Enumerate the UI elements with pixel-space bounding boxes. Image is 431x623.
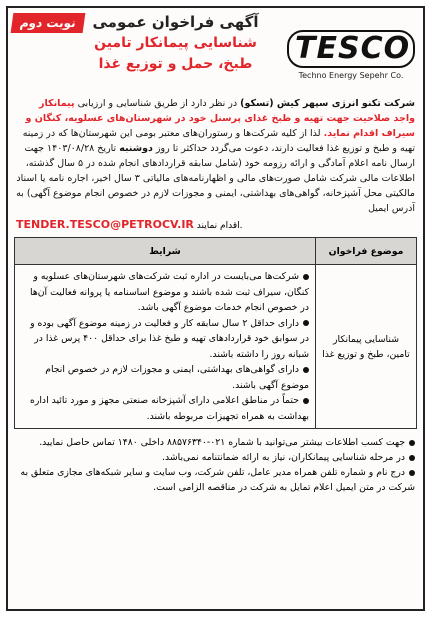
bullet-icon xyxy=(303,274,309,280)
deadline-day: دوشنبه xyxy=(119,143,153,154)
logo-subtitle: Techno Energy Sepehr Co. xyxy=(298,71,404,80)
header xyxy=(8,8,423,96)
condition-text: شرکت‌ها می‌بایست در اداره ثبت شرکت‌های شهرستان‌های عسلویه و کنگان، سیراف ثبت شده باشند و موضوع اساسنامه یا پروانه فعالیت آن‌ها در خصوص انجام خدمات موضوع آگهی باشد. xyxy=(29,271,309,313)
bullet-icon xyxy=(303,398,309,404)
condition-text: حتماً در مناطق اعلامی دارای آشپزخانه صنعتی مجهز و مورد تائید اداره بهداشت به همراه تجهیزات مربوطه باشند. xyxy=(29,395,309,422)
footer-text: جهت کسب اطلاعات بیشتر می‌توانید با شماره ۰۲۱-۸۸۵۷۶۳۴۰ داخلی ۱۴۸۰ تماس حاصل نمایید. xyxy=(39,437,405,448)
subject-cell: شناسایی پیمانکار تامین، طبخ و توزیع غذا xyxy=(316,265,417,429)
email-tail-text: اقدام نمایند. xyxy=(196,221,243,231)
advertisement xyxy=(6,6,425,611)
footer-text: درج نام و شماره تلفن همراه مدیر عامل، تلفن شرکت، وب سایت و سایر شبکه‌های مجازی متعلق به شرکت در متن ایمیل اعلام تمایل به شرکت در مناقصه الزامی است. xyxy=(20,467,415,493)
conditions-table xyxy=(14,237,417,429)
intro-text-4: لذا از کلیه شرکت‌ها و رستوران‌های معتبر بومی این شهرستان‌ها که در زمینه تهیه و طبخ و توزیع غذا فعالیت دارند، دعوت می‌گردد حداکثر تا روز xyxy=(22,128,415,154)
footer-text: در مرحله شناسایی پیمانکاران، نیاز به ارائه ضمانتنامه نمی‌باشد. xyxy=(162,452,405,463)
bullet-icon xyxy=(409,455,415,461)
title-line-3: طبخ، حمل و توزیع غذا xyxy=(98,56,253,72)
condition-item xyxy=(21,393,309,424)
email-line xyxy=(8,218,423,231)
intro-text-3: عسلویه، کنگان و سیراف اقدام نماید. xyxy=(25,113,415,139)
condition-text: دارای حداقل ۲ سال سابقه کار و فعالیت در زمینه موضوع آگهی بوده و در سوابق خود قراردادهای تهیه و طبخ غذا برای حداقل ۴۰۰ پرس غذا در شبانه روز را داشته باشند. xyxy=(30,317,309,360)
footer-notes xyxy=(8,429,423,495)
footer-item xyxy=(16,465,415,495)
bullet-icon xyxy=(303,367,309,373)
condition-item xyxy=(21,362,309,393)
condition-item xyxy=(21,269,309,316)
intro-text-1: در نظر دارد از طریق شناسایی و ارزیابی xyxy=(77,98,241,109)
conditions-cell xyxy=(15,265,316,429)
bullet-icon xyxy=(409,470,415,476)
condition-item xyxy=(21,316,309,363)
contact-email[interactable]: TENDER.TESCO@PETROCV.IR xyxy=(16,218,194,231)
footer-item xyxy=(16,450,415,465)
intro-paragraph xyxy=(8,96,423,216)
title-block xyxy=(78,12,273,75)
title-line-2: شناسایی پیمانکار تامین xyxy=(94,35,257,51)
logo-word: TESCO xyxy=(287,30,415,68)
condition-text: دارای گواهی‌های بهداشتی، ایمنی و مجوزات لازم در خصوص انجام موضوع آگهی باشند. xyxy=(45,364,309,391)
bullet-icon xyxy=(409,440,415,446)
table-header-row xyxy=(15,238,417,265)
tesco-logo xyxy=(287,30,415,80)
header-conditions: شرایط xyxy=(15,238,316,265)
intro-text-5: تاریخ ۱۴۰۳/۰۸/۲۸ جهت ارسال نامه اعلام آمادگی و ارائه رزومه خود (شامل سابقه قراردادهای انجام شده در ۵ سال گذشته، اطلاعات مالی شرکت شامل صورت‌های مالی و اظهارنامه‌های مالیاتی ۳ سال اخیر، اجاره نامه یا اسناد مالکیتی محل آشپزخانه، گواهی‌های بهداشتی، ایمنی و مجوزات لازم در خصوص انجام موضوع آگهی) به آدرس ایمیل xyxy=(16,143,415,214)
footer-item xyxy=(16,435,415,450)
title-line-1: آگهی فراخوان عمومی xyxy=(92,13,259,31)
bullet-icon xyxy=(303,320,309,326)
header-subject: موضوع فراخوان xyxy=(316,238,417,265)
company-name: شرکت تکنو انرژی سپهر کیش (تسکو) xyxy=(240,98,415,109)
intro-text-2: پیمانکار واجد صلاحیت جهت تهیه و طبخ غذای پرسنل خود در شهرستان‌های xyxy=(39,98,415,124)
table-row xyxy=(15,265,417,429)
round-badge: نوبت دوم xyxy=(11,13,86,33)
